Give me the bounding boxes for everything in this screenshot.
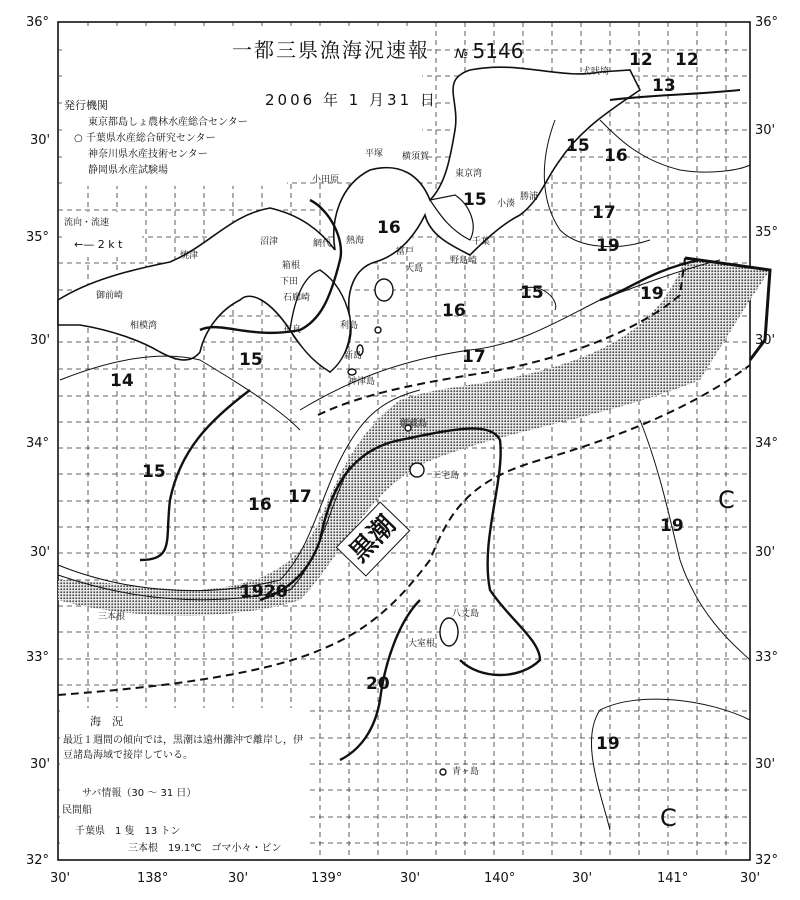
isotherm-label-16a: 16 xyxy=(604,146,628,166)
isotherm-label-15c: 15 xyxy=(520,283,544,303)
lat-left-3430: 30' xyxy=(30,333,51,348)
place-hachijo: 八丈島 xyxy=(452,609,480,619)
place-yaizu: 焼津 xyxy=(180,251,199,261)
lon-14130: 30' xyxy=(740,871,761,886)
isotherm-label-12a: 12 xyxy=(629,50,653,70)
place-ishiro: 石廊崎 xyxy=(283,293,311,303)
place-numazu: 沼津 xyxy=(260,237,279,247)
isotherm-label-15b: 15 xyxy=(463,190,487,210)
lon-139: 139° xyxy=(311,871,343,886)
lat-right-3230: 30' xyxy=(755,757,776,772)
cold-marker-c-lower: C xyxy=(660,804,677,832)
lat-left-34: 34° xyxy=(26,436,50,451)
isotherm-label-17c: 17 xyxy=(288,487,312,507)
lon-13730: 30' xyxy=(50,871,71,886)
place-kozu: 神津島 xyxy=(348,377,376,387)
place-shimoda: 下田 xyxy=(280,277,299,287)
place-tokyo-bay: 東京湾 xyxy=(455,169,483,179)
place-katsuura: 勝浦 xyxy=(520,192,539,202)
lon-138: 138° xyxy=(137,871,169,886)
saba-line1: 千葉県 1 隻 13 トン xyxy=(75,826,181,837)
place-nojimazaki: 野島崎 xyxy=(450,256,478,266)
saba-line2: 三本根 19.1℃ ゴマ小々・ビン xyxy=(128,843,282,854)
place-ajiro: 網代 xyxy=(313,239,332,249)
lat-right-3330: 30' xyxy=(755,545,776,560)
aogashima-island xyxy=(440,769,446,775)
report-number-prefix: № xyxy=(455,47,469,62)
place-miyake: 三宅島 xyxy=(432,471,460,481)
report-date: 2006 年 1 月31 日 xyxy=(265,91,438,109)
lat-left-3330: 30' xyxy=(30,545,51,560)
isotherm-label-17a: 17 xyxy=(592,203,616,223)
lat-left-33: 33° xyxy=(26,650,50,665)
place-omaezaki: 御前崎 xyxy=(96,291,124,301)
issuer-chiba-text: 千葉県水産総合研究センター xyxy=(85,133,216,144)
lat-left-32: 32° xyxy=(26,853,50,868)
isotherm-19-east xyxy=(640,420,750,660)
isotherm-label-19e: 19 xyxy=(240,582,264,602)
place-niijima: 新島 xyxy=(344,351,363,361)
miyake-island xyxy=(410,463,424,477)
place-hakone: 箱根 xyxy=(282,261,301,271)
isotherm-label-12b: 12 xyxy=(675,50,699,70)
kozu-island xyxy=(348,369,356,375)
isotherm-label-16b: 16 xyxy=(377,218,401,238)
saba-sub: 民間船 xyxy=(62,805,92,816)
lat-right-3530: 30' xyxy=(755,123,776,138)
kuroshio-label: 黒潮 xyxy=(336,501,411,576)
lat-right-35: 35° xyxy=(755,225,779,240)
isotherm-label-19a: 19 xyxy=(596,236,620,256)
lat-left-3530: 30' xyxy=(30,133,51,148)
lon-140: 140° xyxy=(484,871,516,886)
isotherm-label-17b: 17 xyxy=(462,347,486,367)
isotherm-label-14: 14 xyxy=(110,371,134,391)
lat-left-36: 36° xyxy=(26,15,50,30)
isotherm-label-19b: 19 xyxy=(640,284,664,304)
issuer-chiba: ○ 千葉県水産総合研究センター xyxy=(74,133,216,144)
place-aogashima: 青ヶ島 xyxy=(452,767,480,777)
place-kominato: 小湊 xyxy=(497,199,516,209)
isotherm-label-20b: 20 xyxy=(366,674,390,694)
place-odawara: 小田原 xyxy=(312,175,340,185)
isotherm-label-19c: 19 xyxy=(660,516,684,536)
hachijo-island xyxy=(440,618,458,646)
place-mitsuishi: 三本根 xyxy=(98,612,126,622)
lon-141: 141° xyxy=(657,871,689,886)
lat-right-3430: 30' xyxy=(755,333,776,348)
lat-right-36: 36° xyxy=(755,15,779,30)
conditions-heading: 海 況 xyxy=(90,715,123,728)
flow-legend-value: ←— 2 k t xyxy=(74,238,123,251)
lat-right-33: 33° xyxy=(755,650,779,665)
flow-legend-label: 流向・流速 xyxy=(64,218,110,228)
issuer-tokyo: 東京都島しょ農林水産総合センター xyxy=(88,117,248,128)
place-sagami: 相模湾 xyxy=(130,321,158,331)
place-oshima: 大島 xyxy=(405,264,424,274)
isotherm-label-20a: 20 xyxy=(264,582,288,602)
isotherm-16 xyxy=(60,356,300,430)
place-chiba: 千葉 xyxy=(472,237,491,247)
conditions-text: 最近１週間の傾向では，黒潮は遠州灘沖で離岸し，伊豆諸島海域で接岸している。 xyxy=(63,735,303,761)
isotherm-label-16d: 16 xyxy=(248,495,272,515)
place-yokosuka: 横須賀 xyxy=(402,152,430,162)
place-mera: 布良 xyxy=(283,325,302,335)
issuer-heading: 発行機関 xyxy=(64,99,108,112)
report-title: 一都三県漁海況速報 xyxy=(232,38,430,62)
place-toshima: 利島 xyxy=(340,321,359,331)
place-omuro: 大室根 xyxy=(408,639,436,649)
lon-14030: 30' xyxy=(572,871,593,886)
lat-left-35: 35° xyxy=(26,230,50,245)
oshima-island xyxy=(375,279,393,301)
isotherm-label-15e: 15 xyxy=(142,462,166,482)
isotherm-label-15a: 15 xyxy=(566,136,590,156)
lat-right-32: 32° xyxy=(755,853,779,868)
cold-marker-c-upper: C xyxy=(718,486,735,514)
lat-right-34: 34° xyxy=(755,436,779,451)
place-futo: 富戸 xyxy=(396,247,415,257)
isotherm-label-15d: 15 xyxy=(239,350,263,370)
saba-heading: サバ情報（30 〜 31 日） xyxy=(82,788,197,799)
lon-13930: 30' xyxy=(400,871,421,886)
lon-13830: 30' xyxy=(228,871,249,886)
place-atami: 熱海 xyxy=(346,236,365,246)
isotherm-label-19d: 19 xyxy=(596,734,620,754)
isotherm-label-16c: 16 xyxy=(442,301,466,321)
issuer-kanagawa: 神奈川県水産技術センター xyxy=(88,149,208,160)
toshima-island xyxy=(375,327,381,333)
place-inubo: 犬吠埼 xyxy=(582,67,610,77)
isotherm-label-13: 13 xyxy=(652,76,676,96)
place-hiratsuka: 平塚 xyxy=(365,149,384,159)
lat-left-3230: 30' xyxy=(30,757,51,772)
report-number-value: 5146 xyxy=(472,39,524,63)
issuer-shizuoka: 静岡県水産試験場 xyxy=(88,165,168,176)
report-number xyxy=(455,41,523,61)
place-mikura: 御蔵島 xyxy=(400,419,428,429)
